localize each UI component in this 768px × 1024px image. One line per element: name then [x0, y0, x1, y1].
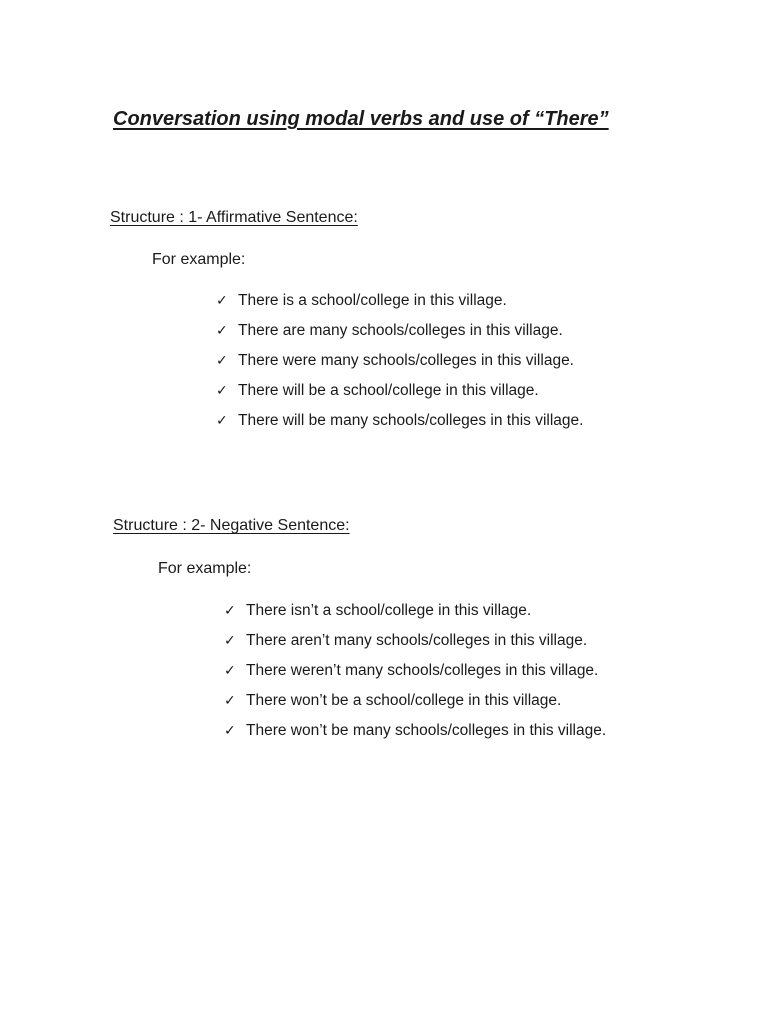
- example-sentence: There is a school/college in this village.: [238, 292, 507, 309]
- section-heading-negative: Structure : 2- Negative Sentence:: [113, 517, 350, 534]
- list-item: [216, 351, 583, 381]
- example-sentence: There are many schools/colleges in this village.: [238, 322, 563, 339]
- checkmark-icon: ✓: [224, 603, 236, 619]
- list-item: [216, 291, 583, 321]
- checkmark-icon: ✓: [216, 413, 228, 429]
- negative-example-list: [224, 601, 606, 751]
- checkmark-icon: ✓: [216, 323, 228, 339]
- section-heading-affirmative: Structure : 1- Affirmative Sentence:: [110, 209, 358, 226]
- example-label-negative: For example:: [158, 560, 252, 577]
- list-item: [216, 381, 583, 411]
- list-item: [224, 661, 606, 691]
- list-item: [224, 691, 606, 721]
- list-item: [216, 411, 583, 441]
- list-item: [224, 601, 606, 631]
- page-title: Conversation using modal verbs and use of “There”: [113, 108, 609, 130]
- example-sentence: There were many schools/colleges in this village.: [238, 352, 574, 369]
- example-sentence: There won’t be a school/college in this village.: [246, 692, 562, 709]
- example-sentence: There aren’t many schools/colleges in this village.: [246, 632, 588, 649]
- example-label-affirmative: For example:: [152, 251, 246, 268]
- checkmark-icon: ✓: [216, 353, 228, 369]
- checkmark-icon: ✓: [224, 663, 236, 679]
- checkmark-icon: ✓: [224, 633, 236, 649]
- checkmark-icon: ✓: [216, 383, 228, 399]
- checkmark-icon: ✓: [216, 293, 228, 309]
- checkmark-icon: ✓: [224, 723, 236, 739]
- list-item: [224, 721, 606, 751]
- example-sentence: There weren’t many schools/colleges in this village.: [246, 662, 599, 679]
- example-sentence: There isn’t a school/college in this village.: [246, 602, 532, 619]
- example-sentence: There will be many schools/colleges in this village.: [238, 412, 584, 429]
- affirmative-example-list: [216, 291, 583, 441]
- list-item: [216, 321, 583, 351]
- list-item: [224, 631, 606, 661]
- checkmark-icon: ✓: [224, 693, 236, 709]
- example-sentence: There won’t be many schools/colleges in this village.: [246, 722, 607, 739]
- example-sentence: There will be a school/college in this village.: [238, 382, 539, 399]
